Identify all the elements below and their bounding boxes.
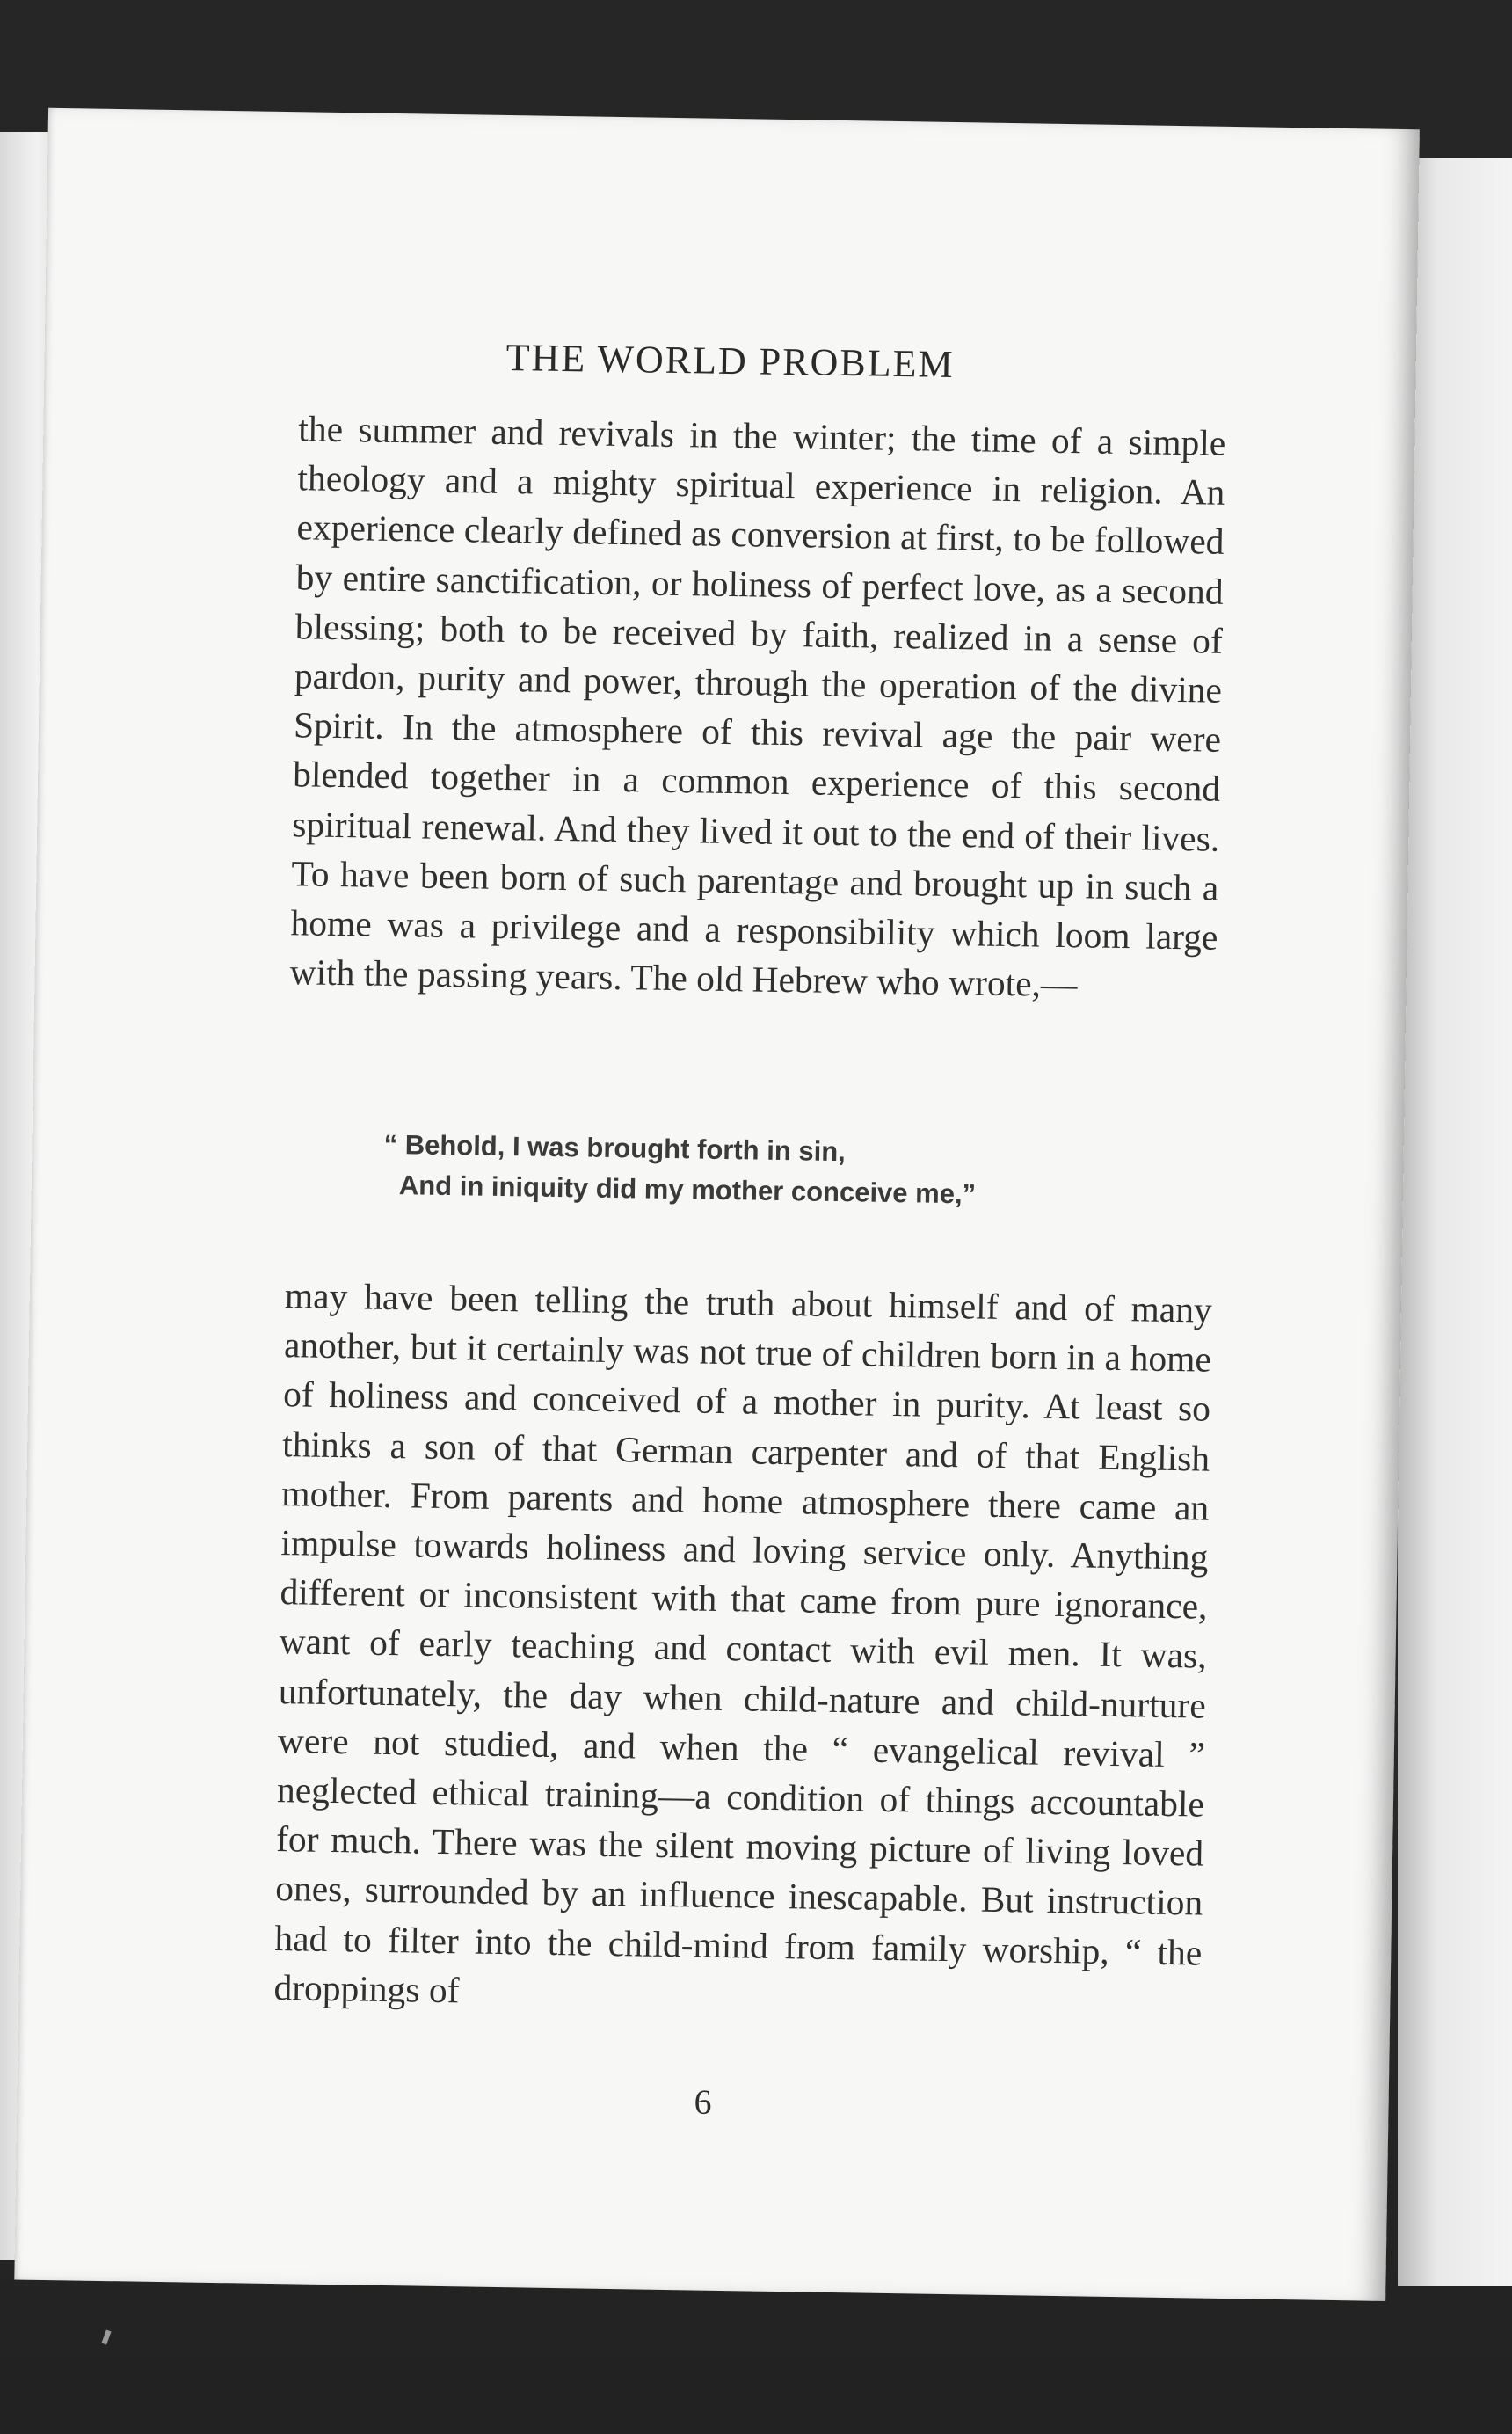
block-quotation [383, 1125, 1175, 1218]
paragraph-1 [289, 404, 1225, 1011]
next-page-edge [1398, 158, 1512, 2286]
paragraph-2-text: may have been telling the truth about himself and of many another, but it certainly was not true of children born in a home of holiness and conceived of a mother in purity. At least so thinks a son of that German carpenter and of that English mother. From parents and home atmosphere there came an impulse towards holiness and loving service only. Anything different or inconsistent with that came from pure ignorance, want of early teaching and contact with evil men. It was, unfortunately, the day when child-nature and child-nurture were not studied, and when the “ evangelical revival ” neglected ethical training—a condition of things accountable for much. There was the silent moving picture of living loved ones, surrounded by an influence inescapable. But instruction had to filter into the child-mind from family worship, “ the droppings of [273, 1275, 1213, 2011]
paragraph-1-text: the summer and revivals in the winter; the time of a simple theology and a mighty spiritual experience in religion. An experience clearly defined as conversion at first, to be followed by entire sanctification, or holiness of perfect love, as a second blessing; both to be received by faith, realized in a sense of pardon, purity and power, through the operation of the divine Spirit. In the atmosphere of this revival age the pair were blended together in a common experience of this second spiritual renewal. And they lived it out to the end of their lives. To have been born of such parentage and brought up in such a home was a privilege and a responsibility which loom large with the passing years. The old Hebrew who wrote,— [289, 408, 1226, 1005]
quotation-line-2: And in iniquity did my mother conceive me,” [398, 1170, 977, 1210]
page-number: 6 [694, 2081, 712, 2122]
quotation-line-1: “ Behold, I was brought forth in sin, [383, 1128, 847, 1168]
book-page [14, 108, 1420, 2301]
running-head: THE WORLD PROBLEM [505, 335, 955, 386]
dust-speck [101, 2329, 111, 2344]
paragraph-2 [273, 1271, 1212, 2027]
